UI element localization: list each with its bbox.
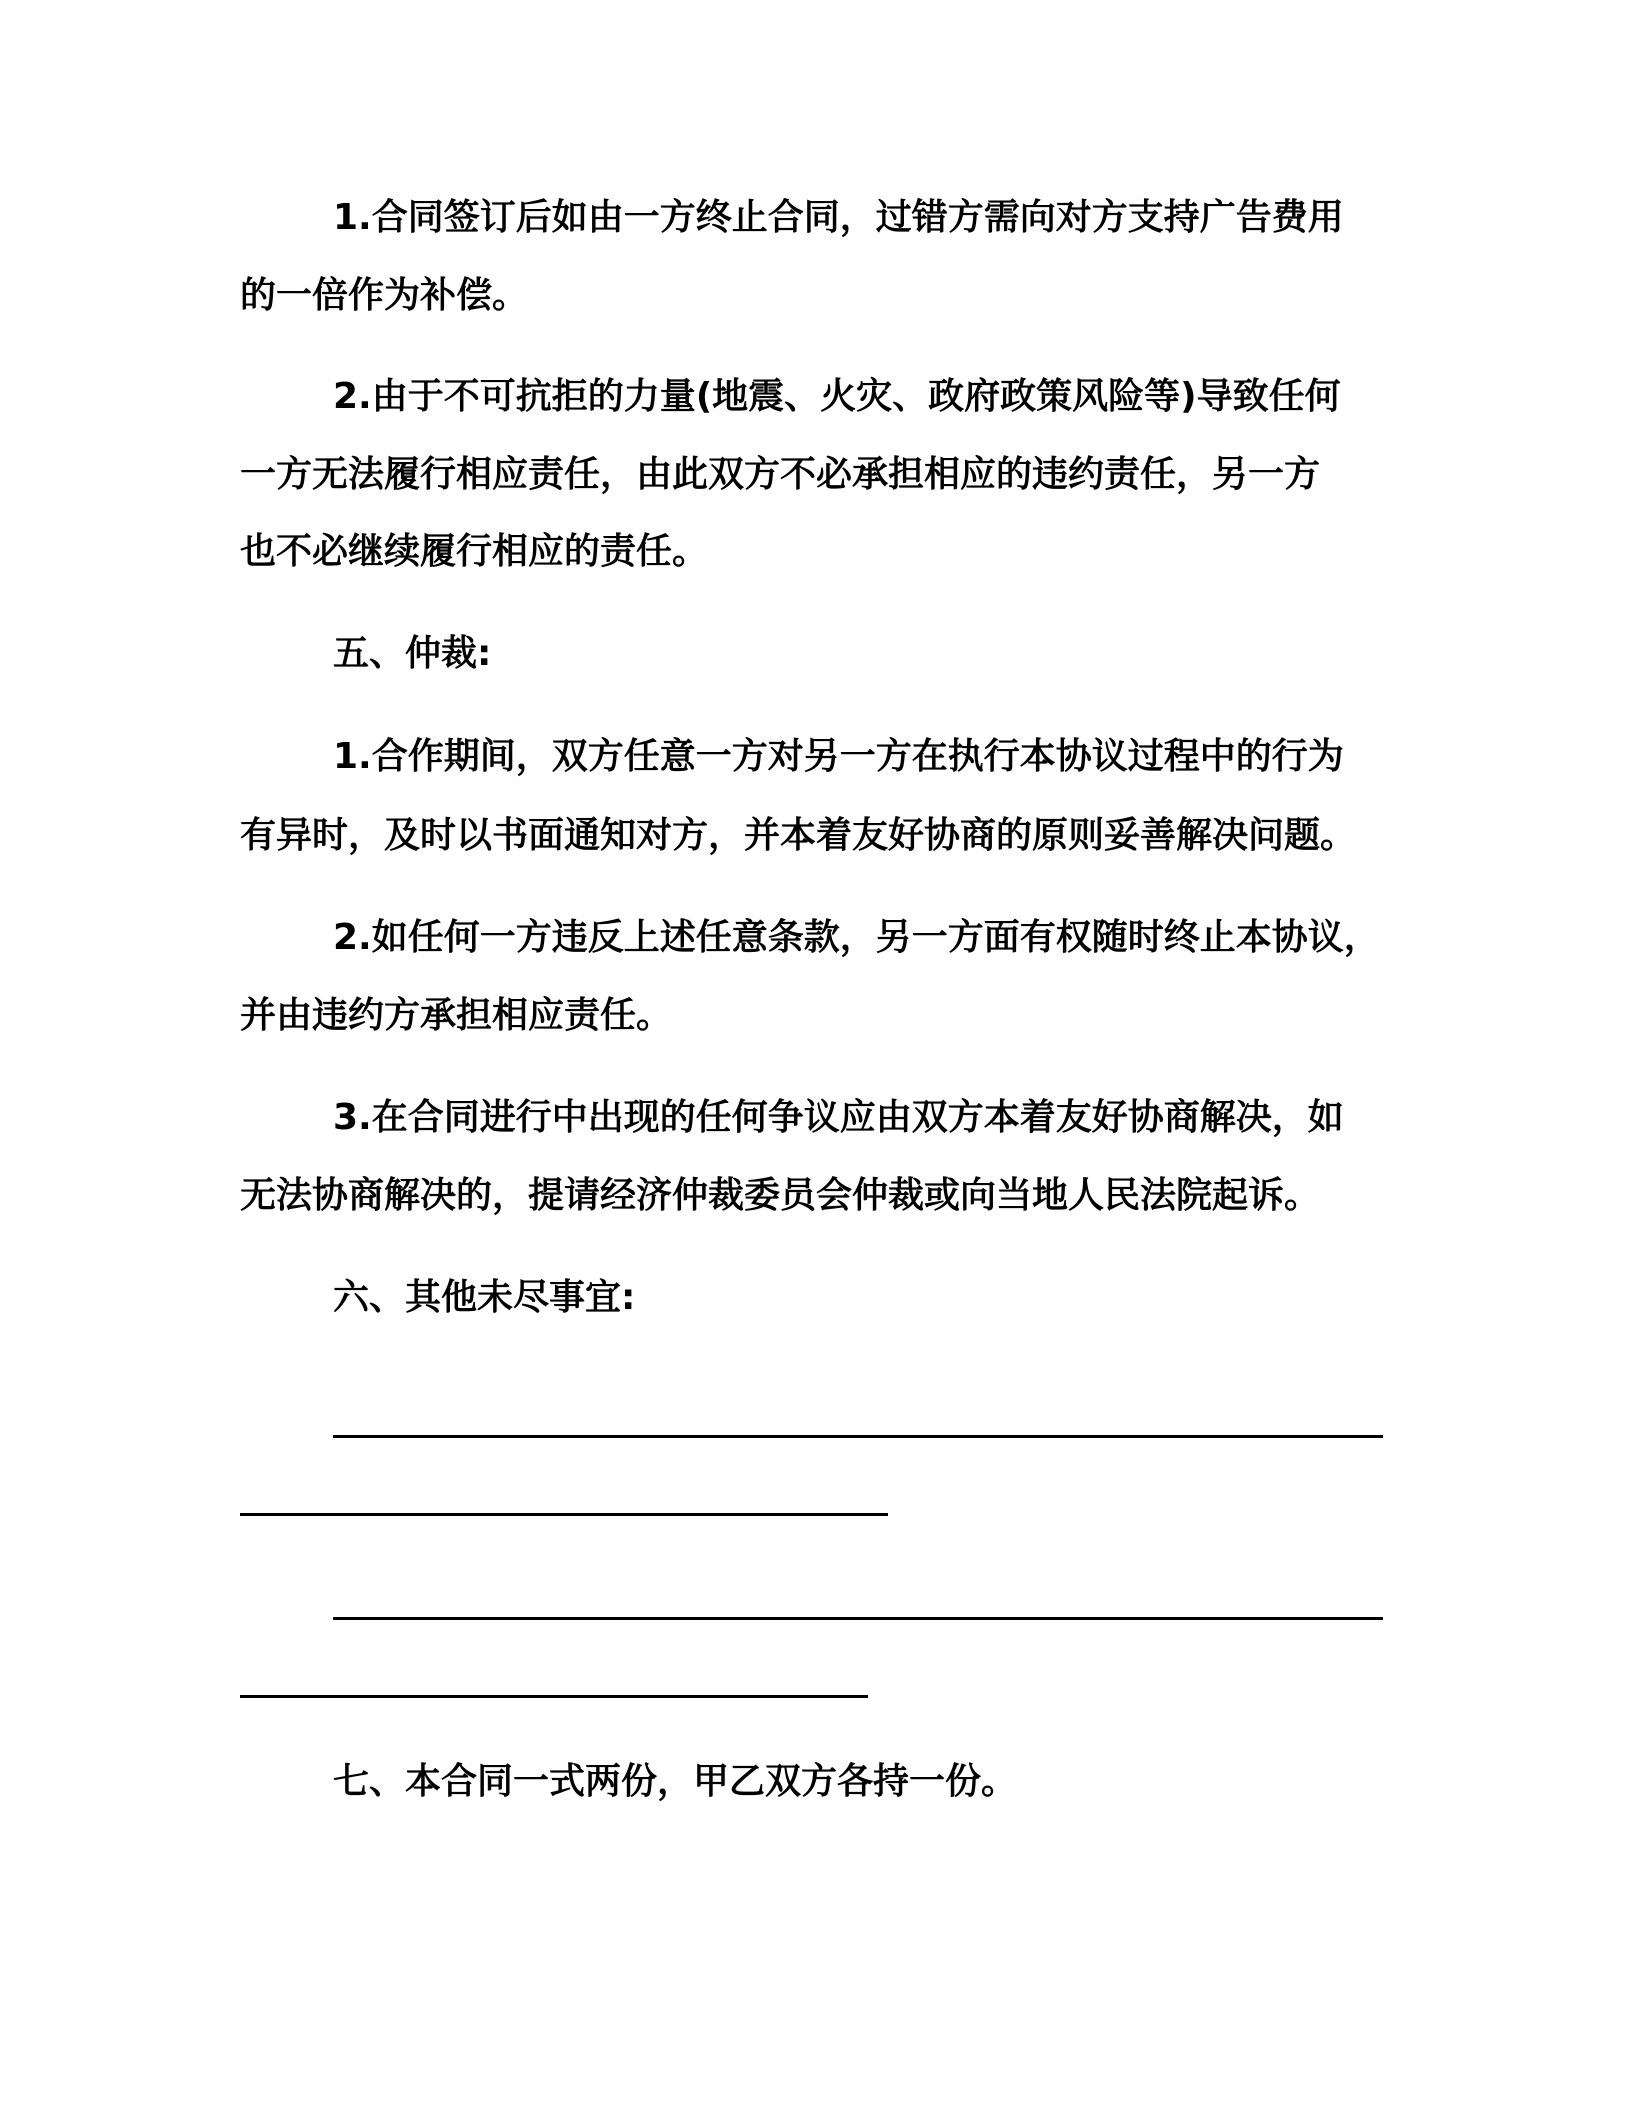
blank-line-2a (333, 1617, 1383, 1620)
s4-item2-line2: 一方无法履行相应责任，由此双方不必承担相应的违约责任，另一方 (240, 454, 1321, 495)
blank-line-1a (333, 1435, 1383, 1438)
s4-item1-line1: 1.合同签订后如由一方终止合同，过错方需向对方支持广告费用 (333, 197, 1344, 238)
s5-item2-line1: 2.如任何一方违反上述任意条款，另一方面有权随时终止本协议， (333, 917, 1380, 958)
s7-heading: 七、本合同一式两份，甲乙双方各持一份。 (333, 1761, 1018, 1802)
s4-item1-line2: 的一倍作为补偿。 (240, 275, 529, 316)
s5-heading: 五、仲裁: (333, 633, 492, 674)
s4-item2-line3: 也不必继续履行相应的责任。 (240, 531, 709, 572)
s5-item3-line1: 3.在合同进行中出现的任何争议应由双方本着友好协商解决，如 (333, 1097, 1344, 1138)
s5-item2-line2: 并由违约方承担相应责任。 (240, 995, 673, 1036)
s5-item1-line1: 1.合作期间，双方任意一方对另一方在执行本协议过程中的行为 (333, 736, 1344, 777)
s4-item2-line1: 2.由于不可抗拒的力量(地震、火灾、政府政策风险等)导致任何 (333, 376, 1341, 417)
s5-item3-line2: 无法协商解决的，提请经济仲裁委员会仲裁或向当地人民法院起诉。 (240, 1175, 1321, 1216)
s5-item1-line2: 有异时，及时以书面通知对方，并本着友好协商的原则妥善解决问题。 (240, 815, 1357, 856)
blank-line-2b (240, 1695, 868, 1698)
s6-heading: 六、其他未尽事宜: (333, 1277, 636, 1318)
blank-line-1b (240, 1513, 888, 1516)
